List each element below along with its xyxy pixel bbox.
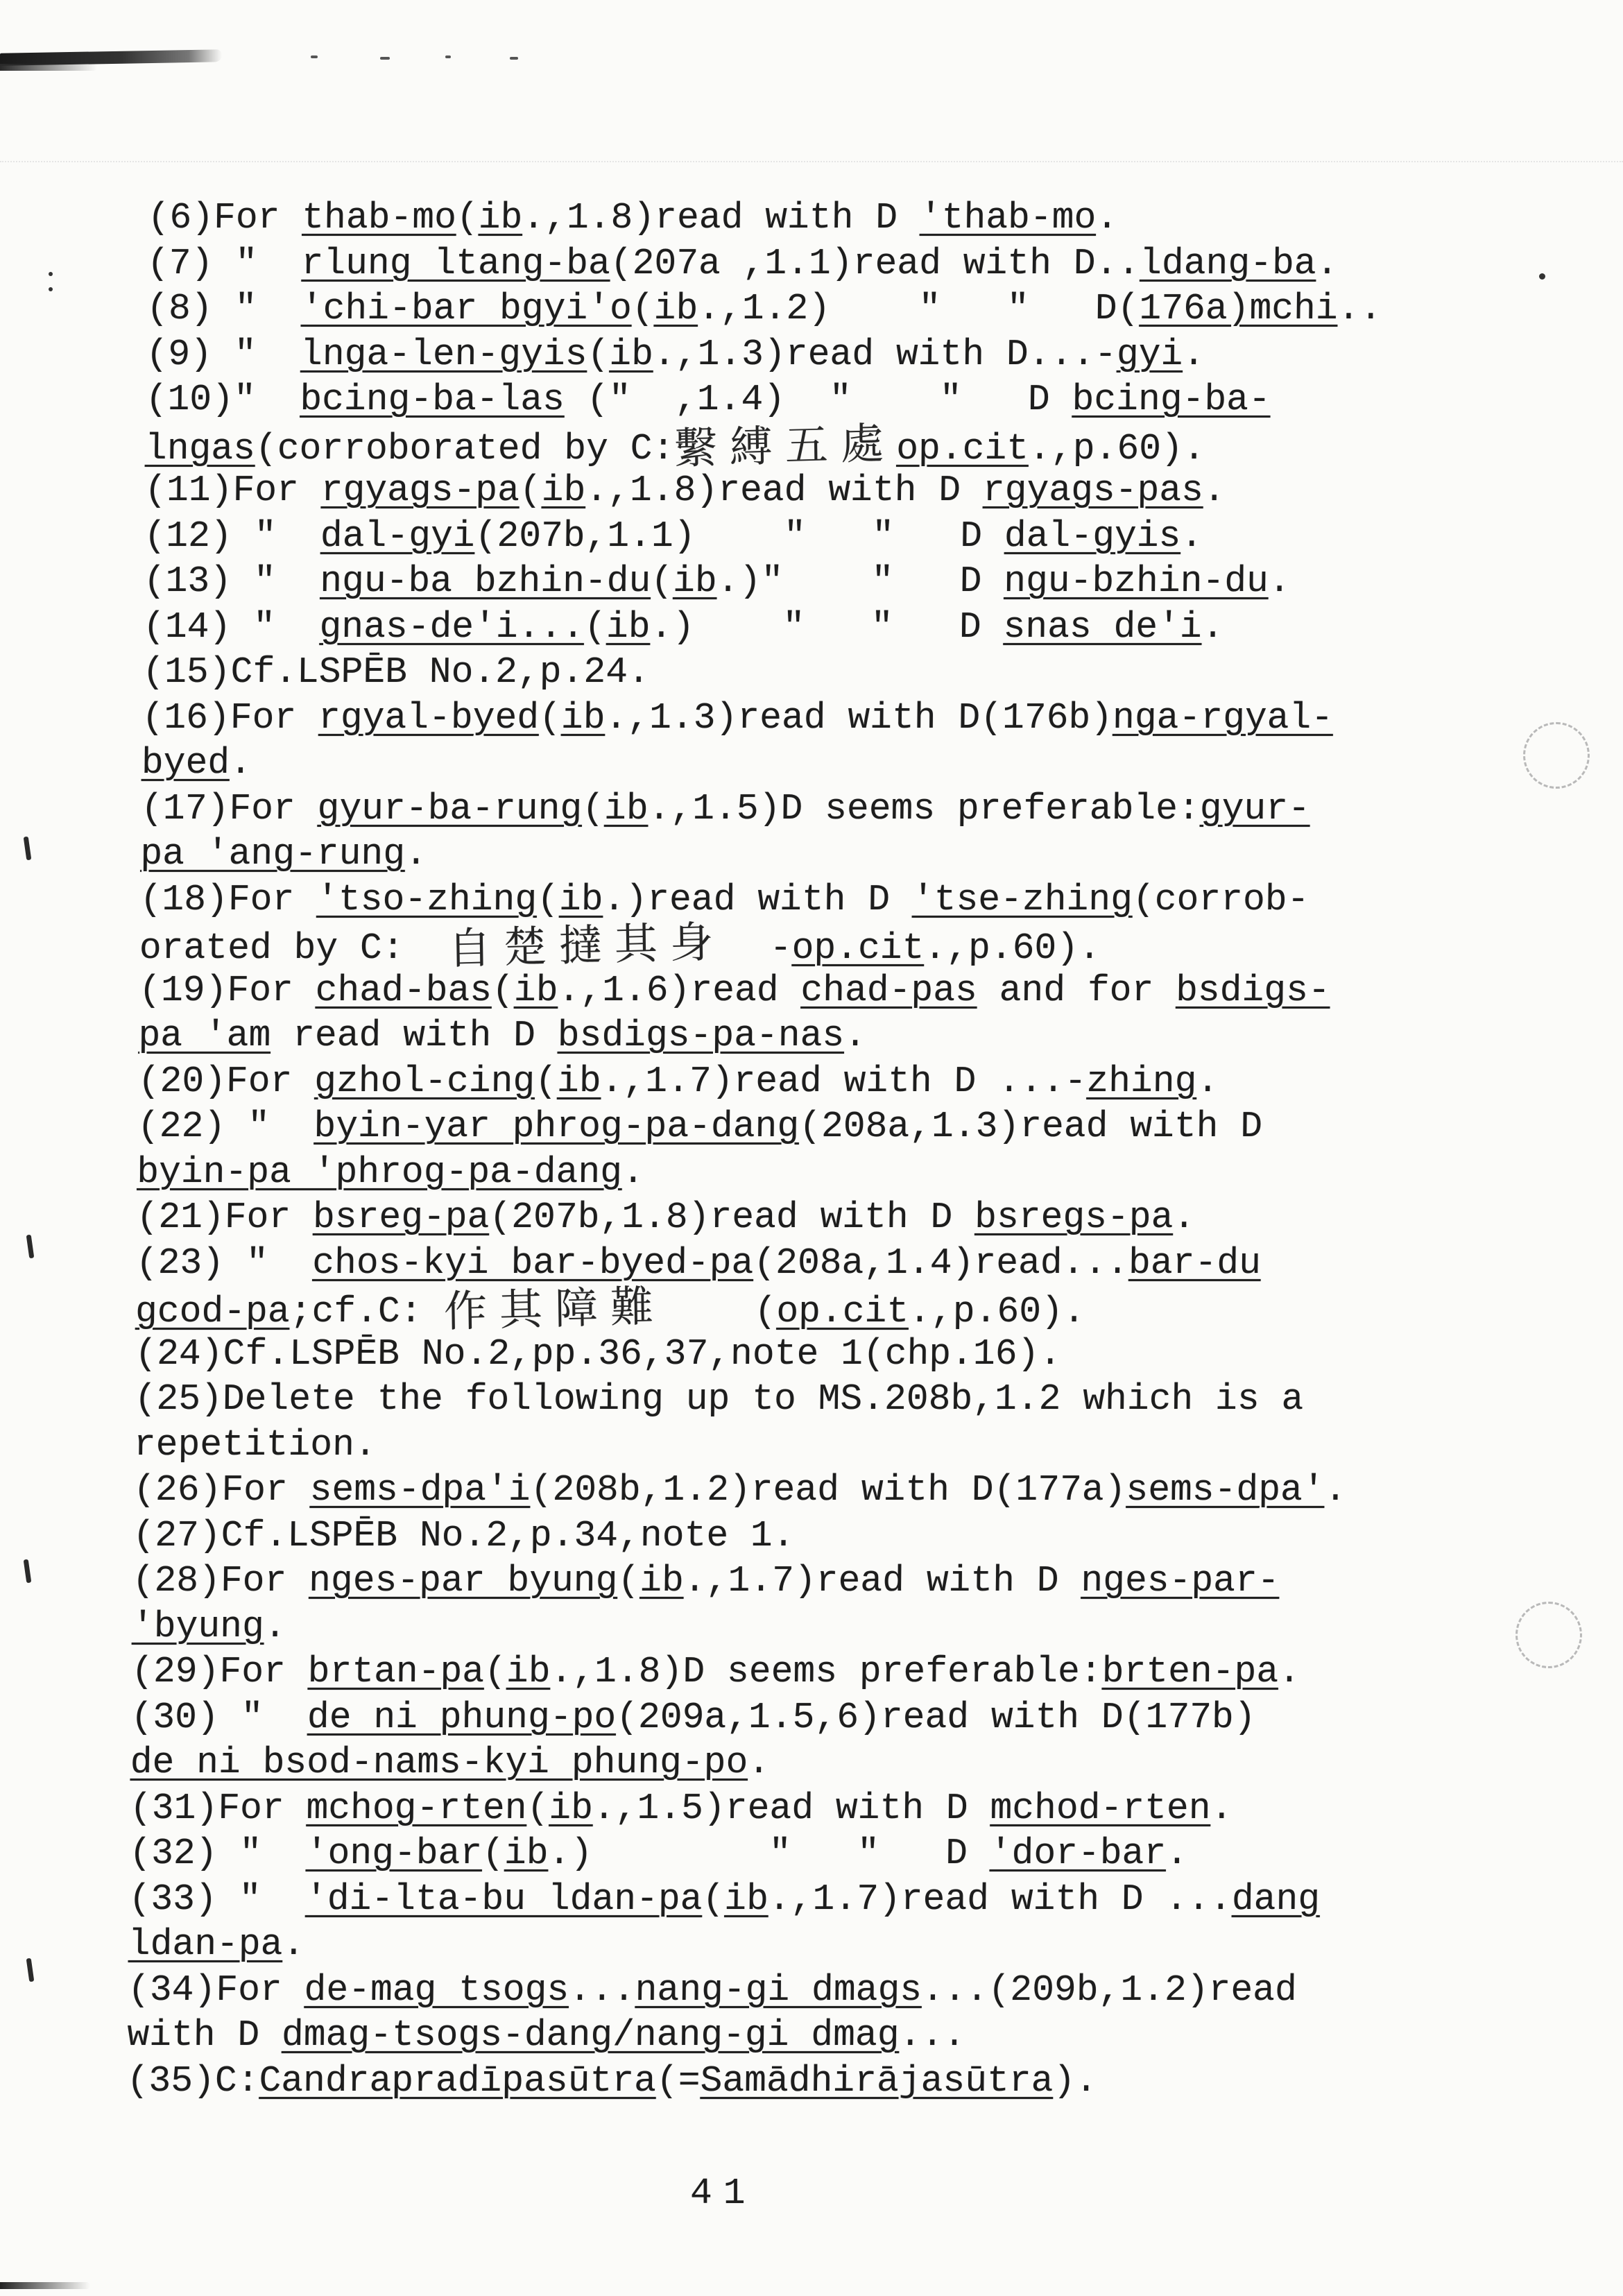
underlined-text: gcod-pa (135, 1291, 291, 1333)
text-segment: .,1.8)D seems preferable: (550, 1651, 1103, 1693)
underlined-text: op.cit (776, 1291, 909, 1333)
underlined-text: 176a)mchi (1139, 288, 1339, 329)
text-segment: .,1.7)read with D ...- (601, 1060, 1087, 1102)
underlined-text: gnas-de'i... (319, 606, 585, 648)
text-segment: (" ,1.4) " " D (564, 379, 1072, 420)
handwritten-chinese-text: 作其障難 (443, 1280, 667, 1337)
note-line (141, 696, 1377, 742)
text-segment: . (1165, 1833, 1189, 1874)
underlined-text: ib (549, 1787, 594, 1829)
underlined-text: chad-bas (315, 969, 492, 1011)
note-line (137, 1104, 1373, 1150)
text-segment: (12) " (144, 515, 321, 557)
text-segment: (= (655, 2059, 701, 2102)
scan-dash-mark (311, 55, 318, 58)
text-segment: (23) " (135, 1242, 313, 1284)
underlined-text: ib (603, 787, 649, 830)
margin-tick-mark (26, 1958, 35, 1982)
note-line (128, 1877, 1364, 1923)
note-line (131, 1650, 1367, 1695)
text-segment: (31)For (129, 1787, 307, 1829)
scan-guide-line (0, 161, 1623, 162)
text-segment: . (747, 1742, 771, 1783)
underlined-text: mchod-rten (990, 1787, 1211, 1829)
text-segment: (corroborated by C: (255, 427, 675, 470)
text-segment: .) " " D (650, 606, 1004, 648)
note-line (130, 1695, 1366, 1741)
note-line (135, 1280, 1371, 1337)
text-segment: (14) " (142, 606, 320, 648)
handwritten-chinese-text: 繫縛五處 (673, 417, 897, 474)
scan-dash-mark (445, 55, 451, 58)
underlined-text: Candrapradīpasūtra (259, 2059, 657, 2102)
underlined-text: sems-dpa'i (309, 1469, 531, 1511)
text-segment: (20)For (137, 1060, 315, 1102)
underlined-text: 'chi-bar bgyi'o (300, 288, 633, 329)
note-line (128, 1968, 1364, 2014)
underlined-text: ib (609, 333, 654, 375)
underlined-text: Samādhirājasūtra (700, 2059, 1054, 2102)
text-segment: ). (1053, 2059, 1098, 2102)
text-segment: (9) " (146, 333, 301, 375)
underlined-text: ngu-ba bzhin-du (319, 560, 651, 602)
text-segment: (208b,1.2)read with D(177a) (530, 1469, 1126, 1511)
underlined-text: pa 'am (138, 1015, 271, 1056)
text-segment: (207b,1.8)read with D (489, 1197, 975, 1238)
text-segment: ( (536, 878, 560, 920)
underlined-text: ngu-bzhin-du (1003, 560, 1269, 602)
text-segment: .,1.6)read (558, 969, 801, 1011)
note-line (135, 1241, 1371, 1287)
text-segment: (corrob- (1132, 878, 1309, 920)
note-line (138, 1013, 1374, 1059)
underlined-text: brtan-pa (307, 1651, 485, 1693)
underlined-text: ib (639, 1560, 685, 1602)
text-segment: (207b,1.1) " " D (474, 515, 1005, 557)
text-segment: . (1095, 197, 1119, 239)
text-segment: (32) " (128, 1833, 307, 1874)
underlined-text: dang (1231, 1878, 1321, 1920)
note-line (144, 417, 1381, 474)
text-segment: .)read with D (603, 878, 913, 920)
underlined-text: lnga-len-gyis (300, 333, 587, 375)
underlined-text: op.cit (791, 927, 925, 969)
margin-tick-mark (26, 1235, 35, 1259)
text-segment: .,1.7)read with D ... (768, 1878, 1233, 1920)
text-segment: (22) " (137, 1106, 314, 1147)
note-line (126, 2059, 1362, 2105)
underlined-text: dmag-tsogs-dang/nang-gi dmag (281, 2014, 900, 2056)
text-segment: .,1.5)D seems preferable: (648, 787, 1201, 830)
margin-tick-mark (24, 837, 32, 861)
text-segment: ( (581, 787, 605, 830)
note-line (129, 1831, 1365, 1877)
text-segment: (25)Delete the following up to MS.208b,1.2 which is a (134, 1378, 1304, 1420)
text-segment: and for (977, 969, 1176, 1011)
note-line (144, 514, 1380, 560)
text-segment: (7) " (146, 242, 302, 284)
notes-text-block (126, 196, 1383, 2104)
underlined-text: ib (506, 1651, 551, 1693)
text-segment: .,1.3)read with D...- (653, 333, 1117, 375)
text-segment: (17)For (140, 787, 318, 830)
text-segment: . (1324, 1469, 1347, 1511)
text-segment: ( (617, 1560, 640, 1602)
text-segment: (34)For (127, 1969, 304, 2011)
margin-dot (1539, 273, 1545, 280)
scan-ink-smudge (0, 64, 97, 71)
text-segment: . (264, 1605, 286, 1647)
underlined-text: mchog-rten (306, 1787, 527, 1829)
text-segment: .)" " D (716, 560, 1004, 602)
underlined-text: ib (606, 606, 651, 648)
text-segment: .,p.60). (1028, 427, 1205, 470)
underlined-text: nges-par byung (308, 1560, 618, 1602)
note-line (130, 1740, 1366, 1786)
underlined-text: de ni phung-po (307, 1696, 617, 1738)
text-segment: (208a,1.4)read... (753, 1242, 1129, 1284)
underlined-text: ib (478, 197, 523, 239)
underlined-text: ldang-ba (1139, 242, 1316, 284)
underlined-text: de-mag tsogs (304, 1969, 569, 2011)
underlined-text: gyur-ba-rung (317, 787, 583, 830)
underlined-text: op.cit (895, 427, 1029, 470)
underlined-text: nga-rgyal- (1112, 696, 1334, 739)
text-segment: ( (519, 470, 542, 511)
underlined-text: 'thab-mo (919, 197, 1097, 239)
underlined-text: sems-dpa' (1126, 1469, 1325, 1511)
note-line (144, 468, 1380, 514)
text-segment: .,p.60). (924, 927, 1101, 969)
text-segment: (24)Cf.LSPĒB No.2,pp.36,37,note 1(chp.16). (135, 1333, 1062, 1375)
underlined-text: de ni bsod-nams-kyi phung-po (130, 1742, 748, 1783)
underlined-text: gzhol-cing (314, 1060, 535, 1102)
underlined-text: ib (560, 696, 606, 739)
text-segment: orated by C: (139, 927, 449, 969)
text-segment: (11)For (144, 470, 322, 511)
underlined-text: byin-yar phrog-pa-dang (314, 1106, 800, 1147)
note-line (139, 968, 1375, 1014)
text-segment: . (1316, 242, 1339, 284)
text-segment: ... (568, 1969, 635, 2011)
text-segment: .,1.3)read with D(176b) (605, 696, 1113, 739)
text-segment: (30) " (130, 1696, 308, 1738)
text-segment: ( (491, 969, 515, 1011)
underlined-text: 'tso-zhing (316, 878, 538, 920)
note-line (146, 332, 1382, 378)
text-segment: .,p.60). (908, 1291, 1085, 1333)
underlined-text: bcing-ba- (1072, 379, 1271, 420)
note-line (137, 1059, 1373, 1105)
text-segment: . (1203, 470, 1226, 511)
note-line (132, 1514, 1368, 1559)
note-line (141, 787, 1377, 832)
text-segment: (207a ,1.1)read with D.. (610, 242, 1140, 284)
underlined-text: ib (541, 470, 586, 511)
note-line (132, 1559, 1368, 1604)
text-segment: with D (127, 2014, 282, 2056)
underlined-text: rgyags-pa (320, 470, 520, 511)
underlined-text: chad-pas (800, 969, 978, 1011)
underlined-text: ib (672, 560, 718, 602)
text-segment: . (282, 1924, 305, 1965)
text-segment: (13) " (143, 560, 320, 602)
underlined-text: ib (558, 878, 603, 920)
underlined-text: 'ong-bar (305, 1833, 483, 1874)
underlined-text: nang-gi dmags (635, 1969, 922, 2011)
text-segment: read with D (270, 1015, 558, 1056)
text-segment: (28)For (132, 1560, 309, 1602)
text-segment: .,1.7)read with D (683, 1560, 1081, 1602)
text-segment: repetition. (133, 1423, 377, 1466)
text-segment: . (1278, 1651, 1301, 1693)
underlined-text: byin-pa 'phrog-pa-dang (136, 1151, 623, 1193)
text-segment: - (725, 927, 792, 969)
underlined-text: ib (504, 1833, 549, 1874)
text-segment: . (1183, 333, 1205, 375)
text-segment: ( (650, 560, 673, 602)
text-segment: . (404, 833, 428, 875)
scan-ink-smudge (0, 2282, 90, 2289)
page-number: 41 (690, 2173, 757, 2214)
note-line (136, 1195, 1372, 1241)
underlined-text: 'tse-zhing (911, 878, 1133, 920)
note-line (127, 2013, 1363, 2059)
underlined-text: zhing (1086, 1060, 1197, 1102)
note-line (128, 1922, 1364, 1968)
underlined-text: dal-gyis (1004, 515, 1181, 557)
scan-dash-mark (380, 57, 390, 60)
text-segment: . (843, 1015, 867, 1056)
underlined-text: bsdigs-pa-nas (557, 1015, 845, 1056)
margin-tick-mark (24, 1559, 32, 1584)
underlined-text: dal-gyi (320, 515, 475, 557)
text-segment: ;cf.C: (289, 1291, 445, 1333)
text-segment: ( (456, 197, 479, 239)
underlined-text: ib (556, 1060, 602, 1102)
text-segment: ( (665, 1291, 777, 1333)
text-segment: (209a,1.5,6)read with D(177b) (615, 1696, 1256, 1738)
text-segment: ( (583, 606, 607, 648)
note-line (130, 1786, 1366, 1832)
text-segment: ( (702, 1878, 725, 1920)
text-segment: ( (538, 696, 562, 739)
underlined-text: chos-kyi bar-byed-pa (311, 1242, 754, 1284)
note-line (134, 1377, 1370, 1423)
text-segment: (29)For (130, 1651, 309, 1693)
scan-dash-mark (510, 57, 518, 60)
text-segment: .,1.2) " " D( (698, 288, 1140, 329)
text-segment: (26)For (132, 1469, 310, 1511)
underlined-text: pa 'ang-rung (140, 833, 406, 875)
underlined-text: ldan-pa (128, 1924, 283, 1965)
underlined-text: lngas (144, 427, 256, 470)
underlined-text: ib (724, 1878, 769, 1920)
text-segment: . (1268, 560, 1291, 602)
text-segment: .. (1337, 288, 1382, 329)
punch-hole-mark (1523, 722, 1590, 789)
text-segment: . (1180, 515, 1203, 557)
text-segment: (15)Cf.LSPĒB No.2,p.24. (141, 651, 651, 693)
underlined-text: snas de'i (1003, 606, 1203, 648)
note-line (146, 286, 1382, 332)
underlined-text: bcing-ba-las (300, 379, 565, 420)
text-segment: .,1.5)read with D (592, 1787, 990, 1829)
underlined-text: rlung ltang-ba (301, 242, 611, 284)
underlined-text: thab-mo (301, 197, 457, 239)
text-segment: (21)For (136, 1197, 314, 1238)
text-segment: ( (481, 1833, 505, 1874)
text-segment: ( (631, 288, 655, 329)
text-segment: .) " " D (548, 1833, 990, 1874)
text-segment: (35)C: (126, 2059, 259, 2102)
text-segment: .,1.8)read with D (585, 470, 984, 511)
text-segment: ( (526, 1787, 549, 1829)
underlined-text: 'byung (131, 1605, 265, 1647)
underlined-text: bar-du (1128, 1242, 1262, 1284)
underlined-text: brten-pa (1101, 1651, 1279, 1693)
margin-dot (49, 287, 53, 291)
note-line (147, 196, 1383, 241)
text-segment: . (229, 742, 252, 784)
note-line (134, 1423, 1370, 1468)
underlined-text: rgyal-byed (318, 696, 540, 739)
underlined-text: 'di-lta-bu ldan-pa (304, 1878, 703, 1920)
note-line (139, 877, 1375, 923)
text-segment: (10)" (145, 379, 300, 420)
note-line (147, 241, 1383, 287)
underlined-text: byed (141, 742, 230, 784)
underlined-text: ib (653, 288, 698, 329)
text-segment: . (1210, 1787, 1233, 1829)
note-line (139, 916, 1375, 975)
text-segment: ( (587, 333, 610, 375)
underlined-text: bsregs-pa (974, 1197, 1174, 1238)
text-segment: (16)For (141, 696, 319, 739)
note-line (133, 1468, 1369, 1514)
text-segment: . (1201, 606, 1224, 648)
note-line (140, 832, 1376, 877)
underlined-text: rgyags-pas (982, 470, 1204, 511)
text-segment: ...(209b,1.2)read (921, 1969, 1298, 2011)
text-segment: (27)Cf.LSPĒB No.2,p.34,note 1. (132, 1514, 795, 1557)
text-segment: (18)For (139, 878, 317, 920)
underlined-text: bsreg-pa (312, 1197, 490, 1238)
text-segment: ( (534, 1060, 558, 1102)
margin-dot (49, 272, 53, 276)
text-segment: (33) " (128, 1878, 306, 1920)
note-line (135, 1332, 1371, 1378)
note-line (137, 1150, 1373, 1196)
text-segment: ... (899, 2014, 966, 2056)
text-segment: (19)For (138, 969, 316, 1011)
underlined-text: bsdigs- (1175, 969, 1331, 1011)
underlined-text: gyi (1116, 333, 1183, 375)
underlined-text: 'dor-bar (989, 1833, 1167, 1874)
text-segment: (208a,1.3)read with D (798, 1106, 1263, 1147)
text-segment: ( (483, 1651, 507, 1693)
underlined-text: gyur- (1199, 787, 1311, 830)
text-segment: (8) " (146, 288, 302, 329)
punch-hole-mark (1515, 1602, 1582, 1668)
text-segment: . (1173, 1197, 1196, 1238)
note-line (142, 650, 1378, 696)
underlined-text: ib (513, 969, 558, 1011)
text-segment: . (1196, 1060, 1219, 1102)
note-line (143, 605, 1379, 651)
text-segment: .,1.8)read with D (522, 197, 920, 239)
note-line (132, 1604, 1368, 1650)
text-segment: (6)For (147, 197, 302, 239)
note-line (145, 377, 1381, 423)
note-line (141, 741, 1377, 787)
handwritten-chinese-text: 自楚撻其身 (447, 916, 726, 975)
note-line (143, 559, 1379, 605)
text-segment: . (621, 1151, 645, 1193)
underlined-text: nges-par- (1081, 1560, 1280, 1602)
